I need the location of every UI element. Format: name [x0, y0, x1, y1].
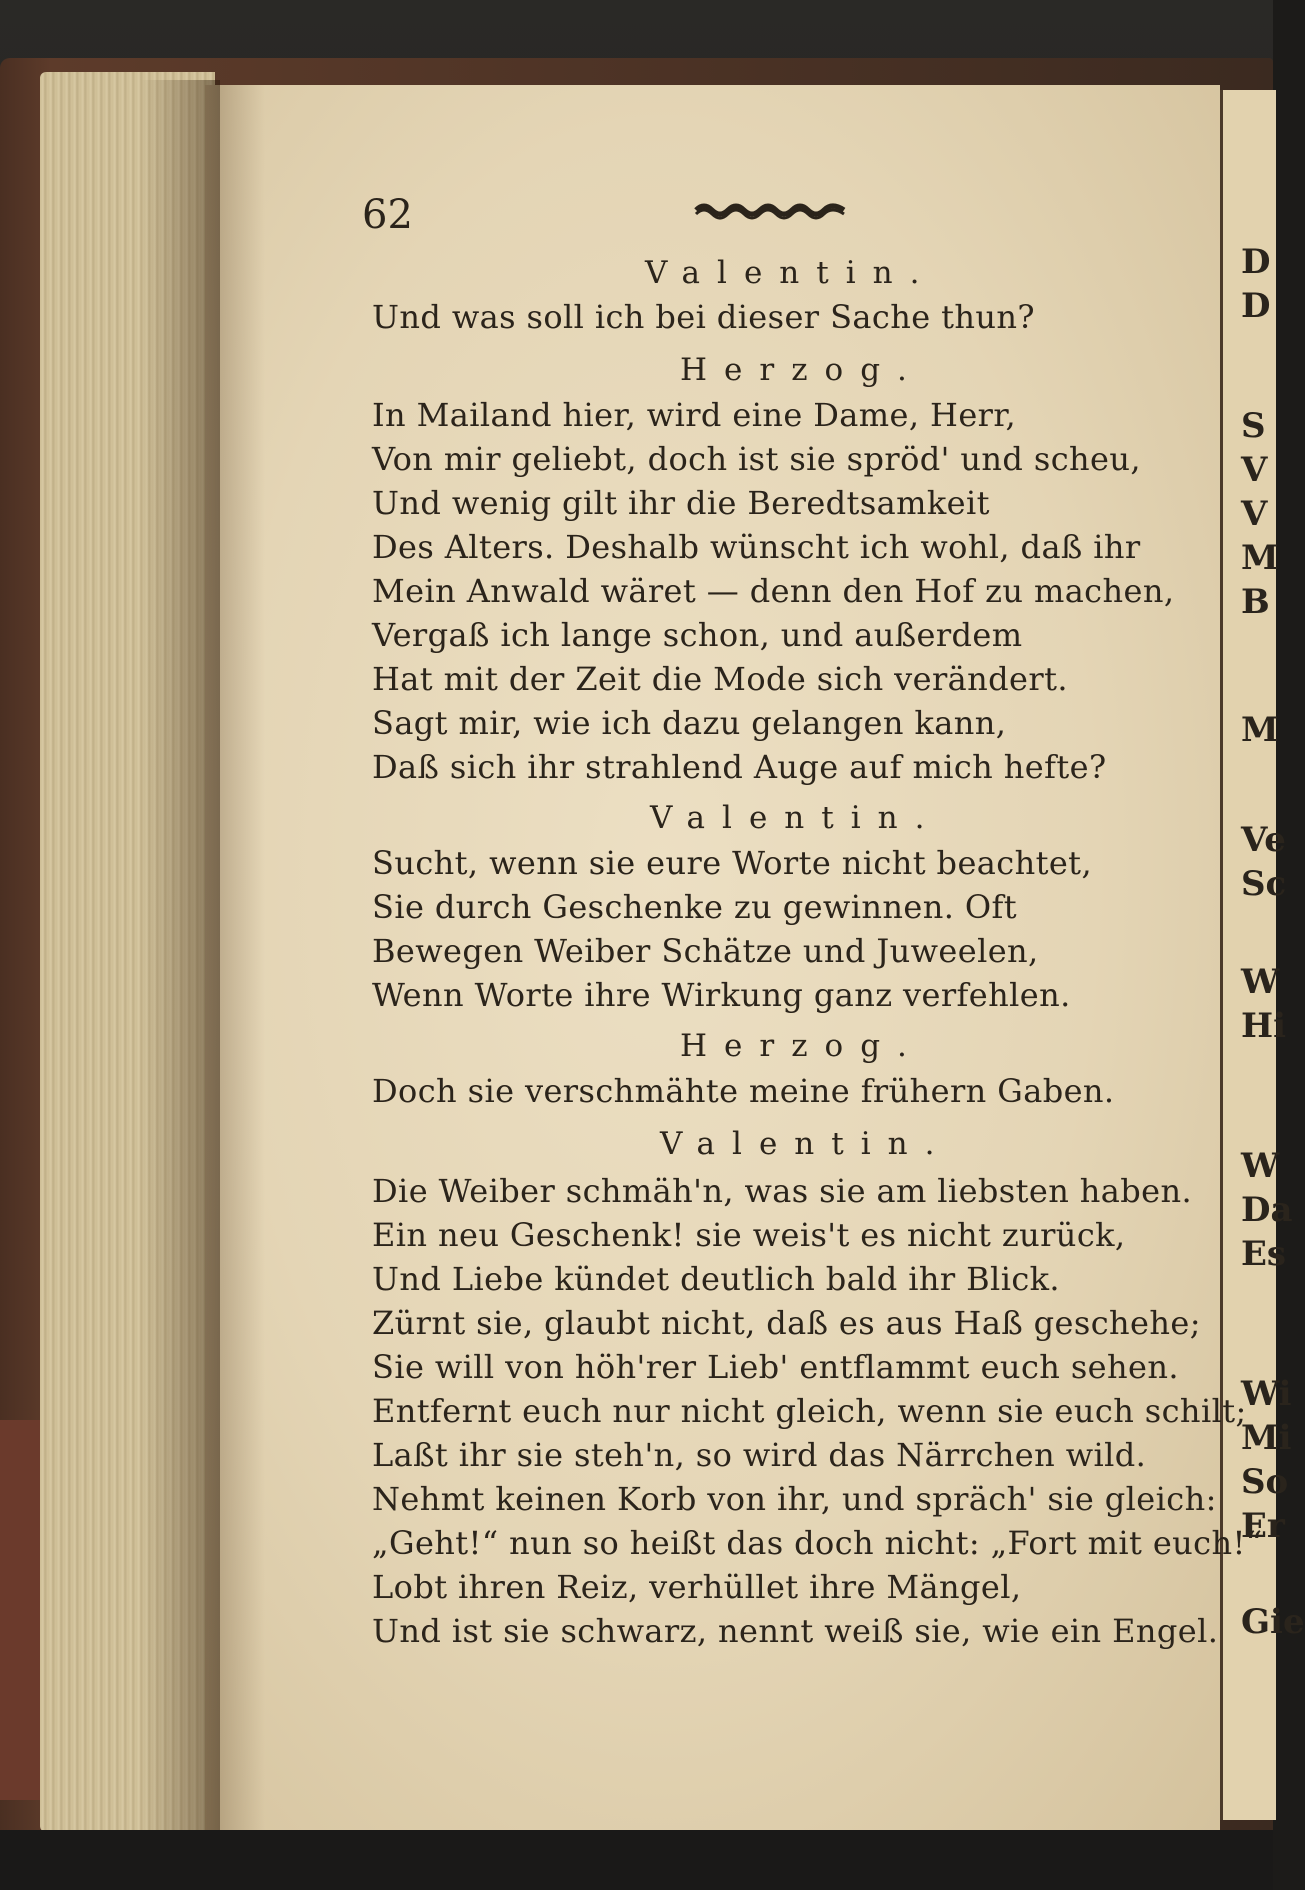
verse-line: Doch sie verschmähte meine frühern Gaben.	[372, 1072, 1115, 1110]
facing-page-fragment: W	[1241, 962, 1280, 1002]
speaker-heading: Valentin.	[650, 800, 942, 836]
verse-line: Sie will von höh'rer Lieb' entflammt euch sehen.	[372, 1348, 1179, 1386]
facing-page-fragment: Es	[1241, 1234, 1287, 1274]
speaker-heading: Herzog.	[680, 1028, 924, 1064]
facing-page-fragment: D	[1241, 242, 1271, 282]
facing-page-fragment: M	[1241, 710, 1279, 750]
verse-line: Und was soll ich bei dieser Sache thun?	[372, 298, 1035, 336]
page-number: 62	[362, 192, 413, 238]
verse-line: Und ist sie schwarz, nennt weiß sie, wie ein Engel.	[372, 1612, 1219, 1650]
verse-line: Sagt mir, wie ich dazu gelangen kann,	[372, 704, 1007, 742]
facing-page-fragment: M	[1241, 538, 1279, 578]
verse-line: Und wenig gilt ihr die Beredtsamkeit	[372, 484, 990, 522]
facing-page-fragment: Mi	[1241, 1418, 1292, 1458]
speaker-heading: Valentin.	[660, 1126, 952, 1162]
verse-line: Wenn Worte ihre Wirkung ganz verfehlen.	[372, 976, 1071, 1014]
verse-line: Bewegen Weiber Schätze und Juweelen,	[372, 932, 1039, 970]
verse-line: Von mir geliebt, doch ist sie spröd' und scheu,	[372, 440, 1141, 478]
separator-ornament	[694, 200, 846, 220]
facing-page-fragment: Da	[1241, 1190, 1293, 1230]
facing-page-fragment: B	[1241, 582, 1270, 622]
facing-page-fragment: V	[1241, 494, 1268, 534]
facing-page-fragment: So	[1241, 1462, 1289, 1502]
facing-page-fragment: D	[1241, 286, 1271, 326]
facing-page-fragment: V	[1241, 450, 1268, 490]
verse-line: „Geht!“ nun so heißt das doch nicht: „Fort mit euch!“	[372, 1524, 1263, 1562]
verse-line: Mein Anwald wäret — denn den Hof zu machen,	[372, 572, 1175, 610]
facing-page-fragment: Wi	[1241, 1374, 1292, 1414]
verse-line: Sucht, wenn sie eure Worte nicht beachtet,	[372, 844, 1093, 882]
facing-page-fragment: Ve	[1241, 820, 1286, 860]
facing-page-fragment: Hi	[1241, 1006, 1287, 1046]
verse-line: Hat mit der Zeit die Mode sich verändert.	[372, 660, 1068, 698]
verse-line: Nehmt keinen Korb von ihr, und spräch' sie gleich:	[372, 1480, 1217, 1518]
verse-line: Entfernt euch nur nicht gleich, wenn sie euch schilt;	[372, 1392, 1247, 1430]
verse-line: Sie durch Geschenke zu gewinnen. Oft	[372, 888, 1017, 926]
facing-page-fragment: S	[1241, 406, 1266, 446]
verse-line: Zürnt sie, glaubt nicht, daß es aus Haß geschehe;	[372, 1304, 1201, 1342]
facing-page-fragment: Sc	[1241, 864, 1287, 904]
verse-line: Des Alters. Deshalb wünscht ich wohl, daß ihr	[372, 528, 1141, 566]
verse-line: Daß sich ihr strahlend Auge auf mich hefte?	[372, 748, 1107, 786]
verse-line: Die Weiber schmäh'n, was sie am liebsten haben.	[372, 1172, 1193, 1210]
verse-line: Lobt ihren Reiz, verhüllet ihre Mängel,	[372, 1568, 1022, 1606]
verse-line: Ein neu Geschenk! sie weis't es nicht zurück,	[372, 1216, 1126, 1254]
verse-line: Und Liebe kündet deutlich bald ihr Blick.	[372, 1260, 1061, 1298]
facing-page-fragment: W	[1241, 1146, 1280, 1186]
speaker-heading: Herzog.	[680, 352, 924, 388]
speaker-heading: Valentin.	[645, 255, 937, 291]
verse-line: In Mailand hier, wird eine Dame, Herr,	[372, 396, 1017, 434]
verse-line: Laßt ihr sie steh'n, so wird das Närrchen wild.	[372, 1436, 1147, 1474]
verse-line: Vergaß ich lange schon, und außerdem	[372, 616, 1023, 654]
facing-page-fragment: Er	[1241, 1506, 1285, 1546]
facing-page-fragment: Gie	[1241, 1602, 1305, 1642]
